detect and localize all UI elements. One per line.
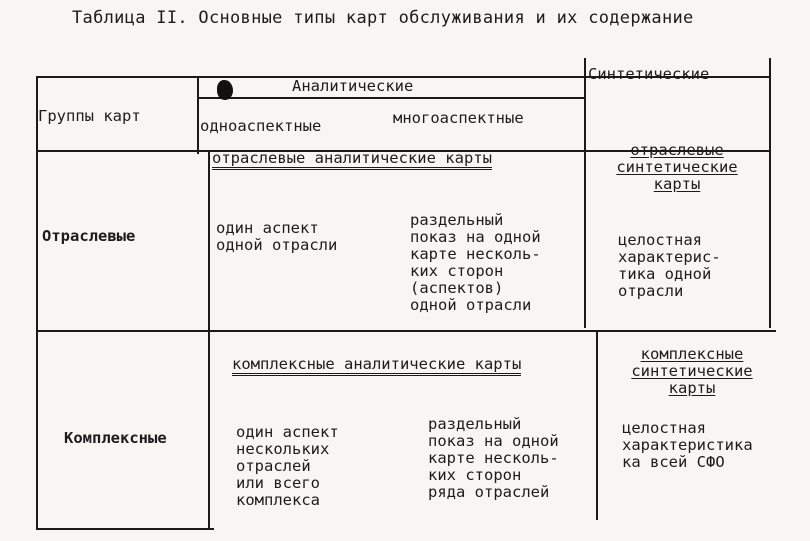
row-divider xyxy=(36,330,776,332)
group-col-divider xyxy=(208,150,210,530)
table-right-border xyxy=(769,58,771,328)
sectoral-one-aspect: один аспект одной отрасли xyxy=(216,219,338,254)
header-synthetic: Синтетические xyxy=(588,65,710,83)
synthetic-col-divider-bottom xyxy=(596,330,598,520)
sectoral-analytical-heading-text: отраслевые аналитические карты xyxy=(212,150,492,170)
sectoral-analytical-heading xyxy=(212,150,492,170)
complex-analytical-heading-text: комплексные аналитические карты xyxy=(232,356,521,376)
complex-one-aspect: один аспект нескольких отраслей или всего комплекса xyxy=(236,423,339,509)
header-groups-label: Группы карт xyxy=(38,107,141,125)
row-group-complex: Комплексные xyxy=(64,429,167,447)
sectoral-synthetic: целостная характерис- тика одной отрасли xyxy=(618,231,721,300)
header-multi-aspect: многоаспектные xyxy=(393,109,524,127)
table-bottom-border xyxy=(36,528,214,530)
header-sub-divider xyxy=(198,97,584,99)
synthetic-col-divider-top xyxy=(584,58,586,328)
table-title: Таблица II. Основные типы карт обслуживания и их содержание xyxy=(72,8,694,28)
header-analytical: Аналитические xyxy=(292,77,414,95)
table-left-border xyxy=(36,76,38,530)
sectoral-multi-aspect: раздельный показ на одной карте несколь- ких сторон (аспектов) одной отрасли xyxy=(410,211,541,314)
sectoral-synthetic-heading xyxy=(602,142,752,193)
complex-synthetic-heading-text: комплексные синтетические карты xyxy=(631,345,753,397)
complex-synthetic-heading xyxy=(612,346,772,397)
header-col-divider xyxy=(197,76,199,154)
sectoral-synthetic-heading-text: отраслевые синтетические карты xyxy=(616,141,738,193)
row-group-sectoral: Отраслевые xyxy=(42,227,136,245)
complex-synthetic: целостная характеристика ка всей СФО xyxy=(622,419,753,471)
ink-blot xyxy=(217,80,233,100)
complex-analytical-heading xyxy=(232,356,521,376)
header-one-aspect: одноаспектные xyxy=(200,117,322,135)
complex-multi-aspect: раздельный показ на одной карте несколь- ких сторон ряда отраслей xyxy=(428,415,559,501)
